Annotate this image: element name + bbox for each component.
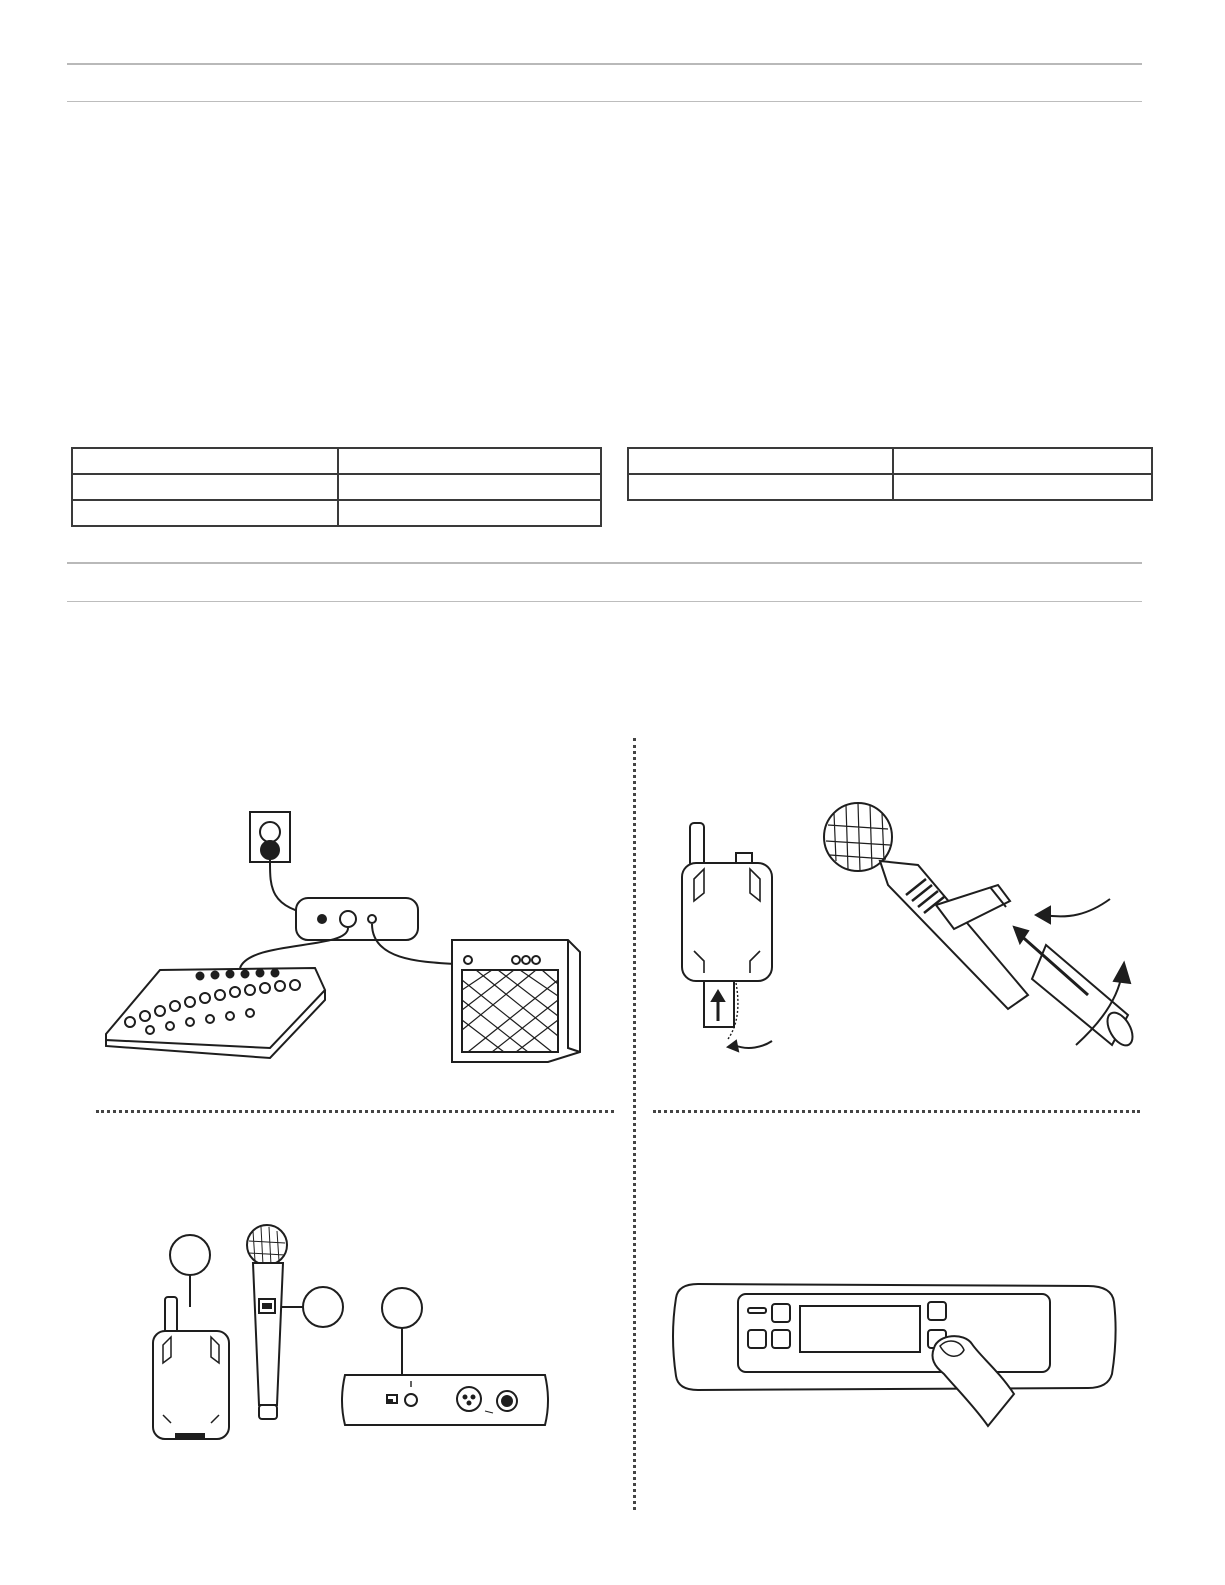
table-cell — [628, 474, 893, 500]
table-cell — [338, 448, 601, 474]
table-cell — [72, 448, 338, 474]
table-row — [72, 500, 601, 526]
section-rule-top — [67, 63, 1142, 65]
table-row — [72, 448, 601, 474]
section-rule-top-2 — [67, 562, 1142, 564]
quadrant-divider-left — [96, 1110, 614, 1113]
spec-table-left — [71, 447, 602, 527]
table-cell — [338, 500, 601, 526]
table-cell — [338, 474, 601, 500]
quadrant-divider-vertical — [633, 738, 636, 1510]
table-row — [628, 448, 1152, 474]
table-row — [628, 474, 1152, 500]
table-cell — [72, 474, 338, 500]
power-on-devices-icon — [145, 1225, 585, 1440]
table-cell — [893, 474, 1152, 500]
spec-table-right — [627, 447, 1153, 501]
table-cell — [893, 448, 1152, 474]
section-rule-bottom-2 — [67, 601, 1142, 602]
receiver-button-press-icon — [668, 1278, 1128, 1428]
receiver-connection-diagram-icon — [100, 790, 600, 1080]
table-row — [72, 474, 601, 500]
table-cell — [72, 500, 338, 526]
table-cell — [628, 448, 893, 474]
section-rule-bottom — [67, 101, 1142, 102]
battery-installation-icon — [668, 795, 1168, 1085]
quadrant-divider-right — [653, 1110, 1140, 1113]
